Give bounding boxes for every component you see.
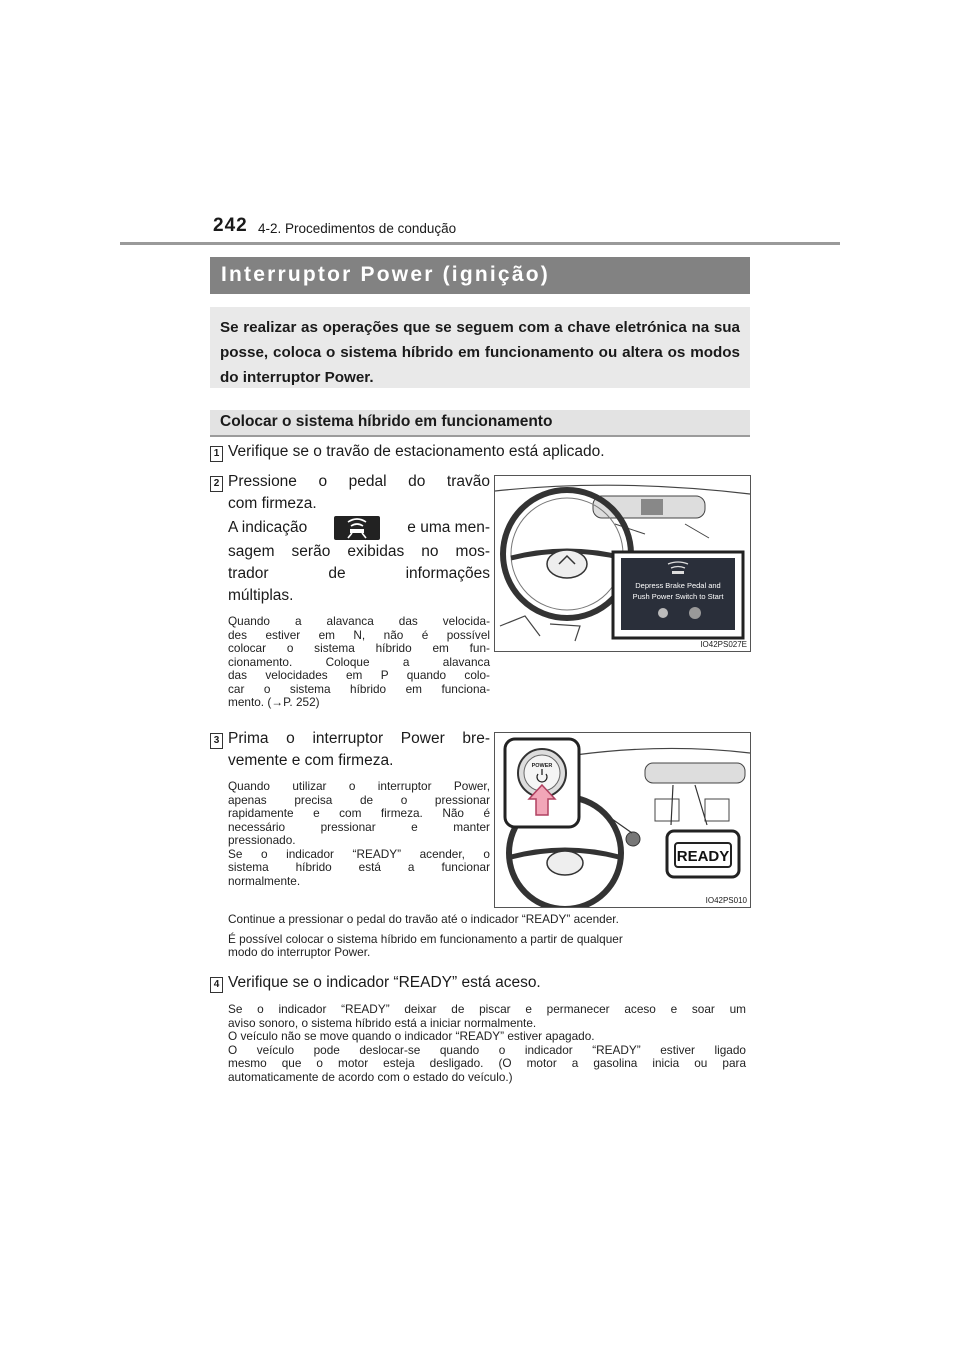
step-number-badge: 1 — [210, 446, 223, 462]
sub-heading-text: Colocar o sistema híbrido em funcionamento — [220, 413, 553, 430]
title-bar — [210, 257, 750, 294]
intro-box — [210, 307, 750, 388]
figure-code: IO42PS027E — [700, 640, 747, 649]
step-1-text: Verifique se o travão de estacionamento está aplicado. — [228, 443, 605, 460]
step-3-extra-notes — [228, 913, 748, 960]
dashboard-illustration — [495, 476, 750, 651]
step-3-note-line: rapidamente e com firmeza. Não é — [228, 806, 490, 820]
step-3-note-line: pressionado. — [228, 833, 296, 847]
intro-text: Se realizar as operações que se seguem com a chave eletrónica na sua posse, coloca o sistema híbrido em funcionamento ou altera os modos do interruptor Power. — [220, 319, 740, 386]
step-4-notes — [228, 1003, 746, 1084]
step-2-note-line: das velocidades em P quando colo- — [228, 668, 490, 682]
step-3-text — [228, 728, 490, 888]
step-4-note-line: aviso sonoro, o sistema híbrido está a iniciar normalmente. — [228, 1015, 537, 1030]
figure-code: IO42PS010 — [705, 896, 747, 905]
step-2-line — [228, 515, 490, 541]
step-2-line: Pressione o pedal do travão — [228, 473, 490, 490]
ready-indicator: READY — [676, 848, 730, 865]
step-4-note-line: Se o indicador “READY” deixar de piscar e permanecer aceso e soar um — [228, 1002, 746, 1016]
step-2-line: múltiplas. — [228, 587, 294, 604]
page-number: 242 — [213, 215, 248, 236]
page-title: Interruptor Power (ignição) — [221, 263, 550, 286]
brake-pedal-indicator-icon — [334, 516, 380, 540]
step-number-badge: 2 — [210, 476, 223, 492]
figure-power-switch — [494, 732, 751, 908]
step-4-text: Verifique se o indicador “READY” está aceso. — [228, 974, 541, 991]
figure-dashboard-message — [494, 475, 751, 652]
step-2-line: sagem serão exibidas no mos- — [228, 543, 490, 560]
step-3-extra-note: É possível colocar o sistema híbrido em funcionamento a partir de qualquer — [228, 931, 623, 946]
step-2-line: com firmeza. — [228, 495, 317, 512]
display-message-line-2: Push Power Switch to Start — [632, 592, 724, 601]
power-button-label: POWER — [531, 763, 553, 769]
step-2-note-line: car o sistema híbrido em funciona- — [228, 681, 490, 696]
step-2-line: trador de informações — [228, 565, 490, 582]
display-message-line-1: Depress Brake Pedal and — [635, 581, 721, 590]
power-switch-illustration — [495, 733, 750, 907]
step-4-note-line: O veículo pode deslocar-se quando o indicador “READY” estiver ligado — [228, 1042, 746, 1057]
step-2-note-line: cionamento. Coloque a alavanca — [228, 654, 490, 669]
step-number-badge: 4 — [210, 977, 223, 993]
step-2-note-line: Quando a alavanca das velocida- — [228, 614, 490, 628]
step-3-note-line: Se o indicador “READY” acender, o — [228, 846, 490, 861]
step-4-note-line: O veículo não se move quando o indicador “READY” estiver apagado. — [228, 1029, 595, 1043]
step-2-note-line: colocar o sistema híbrido em fun- — [228, 641, 490, 655]
step-3-extra-note: Continue a pressionar o pedal do travão até o indicador “READY” acender. — [228, 912, 619, 926]
step-2-line-part: e uma men- — [407, 519, 490, 536]
step-2-text — [228, 471, 490, 710]
step-2-note-line: mento. (→P. 252) — [228, 695, 320, 709]
header-rule — [120, 242, 840, 245]
step-4-note-line: mesmo que o motor esteja desligado. (O motor a gasolina inicia ou para — [228, 1056, 746, 1070]
step-number-badge: 3 — [210, 733, 223, 749]
step-2-note-line: des estiver em N, não é possível — [228, 627, 490, 642]
step-3-note-line: necessário pressionar e manter — [228, 819, 490, 834]
step-3-note-line: normalmente. — [228, 873, 301, 888]
step-3-line: vemente e com firmeza. — [228, 752, 394, 769]
step-2-line-part: A indicação — [228, 519, 308, 536]
step-4-note-line: automaticamente de acordo com o estado do veículo.) — [228, 1069, 513, 1084]
step-3-extra-note: modo do interruptor Power. — [228, 945, 371, 959]
sub-heading — [210, 410, 750, 437]
section-path: 4-2. Procedimentos de condução — [258, 221, 457, 236]
step-3-note-line: apenas precisa de o pressionar — [228, 792, 490, 807]
step-3-line: Prima o interruptor Power bre- — [228, 730, 490, 747]
step-3-note-line: sistema híbrido está a funcionar — [228, 860, 490, 874]
step-3-note-line: Quando utilizar o interruptor Power, — [228, 779, 490, 793]
